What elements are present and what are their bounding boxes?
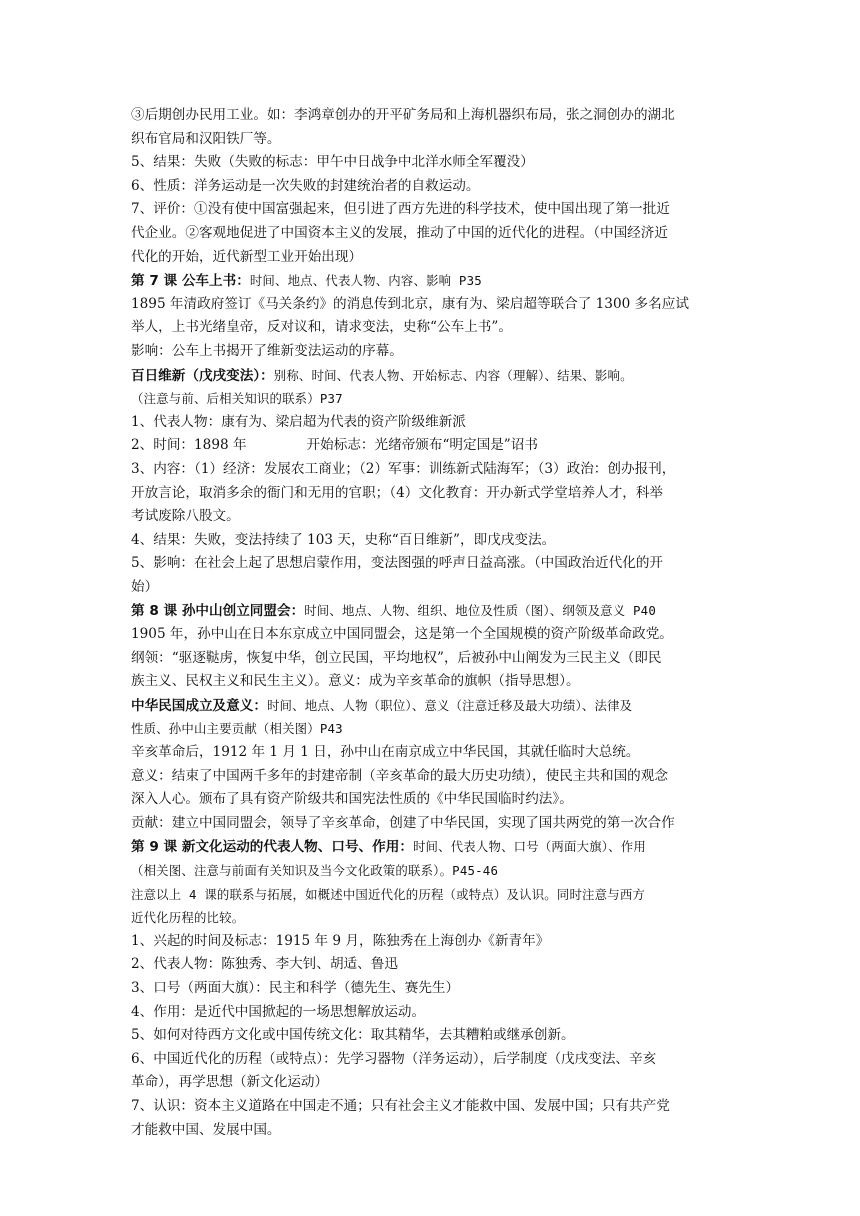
text-line xyxy=(131,623,731,647)
line-text: 贡献：建立中国同盟会，领导了辛亥革命，创建了中华民国，实现了国共两党的第一次合作 xyxy=(131,814,675,831)
section-heading-line xyxy=(131,364,731,388)
line-text: 4、结果：失败，变法持续了 103 天，史称“百日维新”，即戊戌变法。 xyxy=(131,531,556,548)
section-heading-line xyxy=(131,269,731,293)
line-text: 开始标志：光绪帝颁布“明定国是”诏书 xyxy=(306,437,538,454)
text-line xyxy=(131,104,731,128)
text-line xyxy=(131,458,731,482)
line-text: 2、时间：1898 年 xyxy=(131,437,247,454)
key-points-text: （注意与前、后相关知识的联系）P37 xyxy=(131,391,343,407)
text-line xyxy=(131,788,731,812)
text-line xyxy=(131,906,731,930)
key-points-text: 别称、时间、代表人物、开始标志、内容（理解）、结果、影响。 xyxy=(273,367,633,383)
line-text: 才能救中国、发展中国。 xyxy=(131,1121,281,1138)
text-line xyxy=(131,529,731,553)
section-heading-line xyxy=(131,599,731,623)
key-points-text: 性质、孙中山主要贡献（相关图）P43 xyxy=(131,721,343,737)
text-line xyxy=(131,246,731,270)
text-line xyxy=(131,1048,731,1072)
line-text: 4、作用：是近代中国掀起的一场思想解放运动。 xyxy=(131,1003,426,1020)
text-line xyxy=(131,977,731,1001)
text-line xyxy=(131,647,731,671)
key-points-text: 近代化历程的比较。 xyxy=(131,910,245,926)
section-heading: 中华民国成立及意义： xyxy=(131,697,267,714)
line-text: 3、内容：（1）经济：发展农工商业；（2）军事：训练新式陆海军；（3）政治：创办报刊， xyxy=(131,460,676,477)
line-text: 深入人心。颁布了具有资产阶级共和国宪法性质的《中华民国临时约法》。 xyxy=(131,791,573,808)
text-line xyxy=(131,175,731,199)
line-text: 1、兴起的时间及标志：1915 年 9 月，陈独秀在上海创办《新青年》 xyxy=(131,932,550,949)
section-heading: 第 8 课 孙中山创立同盟会： xyxy=(131,603,305,620)
text-line xyxy=(131,293,731,317)
text-line xyxy=(131,387,731,411)
text-line xyxy=(131,128,731,152)
line-text: 考试废除八股文。 xyxy=(131,508,240,525)
text-line xyxy=(131,198,731,222)
text-line xyxy=(131,670,731,694)
text-line xyxy=(131,1001,731,1025)
text-line xyxy=(131,1095,731,1119)
key-points-text: （相关图、注意与前面有关知识及当今文化政策的联系）。P45-46 xyxy=(131,863,499,878)
text-line xyxy=(131,482,731,506)
text-line xyxy=(131,953,731,977)
text-line xyxy=(131,434,731,458)
line-text: 7、认识：资本主义道路在中国走不通；只有社会主义才能救中国、发展中国；只有共产党 xyxy=(131,1097,670,1114)
key-points-text: 时间、代表人物、口号（两面大旗）、作用 xyxy=(412,839,646,855)
document-body xyxy=(131,104,731,1142)
text-line xyxy=(131,717,731,741)
line-text: 6、性质：洋务运动是一次失败的封建统治者的自救运动。 xyxy=(131,177,480,194)
section-heading: 第 9 课 新文化运动的代表人物、口号、作用： xyxy=(131,839,413,856)
line-text: 代企业。②客观地促进了中国资本主义的发展，推动了中国的近代化的进程。（中国经济近 xyxy=(131,224,668,241)
text-line xyxy=(131,505,731,529)
line-text: 举人，上书光绪皇帝，反对议和，请求变法，史称“公车上书”。 xyxy=(131,319,512,336)
text-line xyxy=(131,883,731,907)
key-points-text: 时间、地点、代表人物、内容、影响 P35 xyxy=(249,273,482,289)
line-text: 开放言论，取消多余的衙门和无用的官职；（4）文化教育：开办新式学堂培养人才，科举 xyxy=(131,484,664,501)
line-text: 纲领：“驱逐鞑虏，恢复中华，创立民国，平均地权”，后被孙中山阐发为三民主义（即民 xyxy=(131,649,662,666)
text-line xyxy=(131,576,731,600)
text-line xyxy=(131,411,731,435)
text-line xyxy=(131,552,731,576)
line-text: 影响：公车上书揭开了维新变法运动的序幕。 xyxy=(131,342,403,359)
line-text: 5、如何对待西方文化或中国传统文化：取其精华，去其糟粕或继承创新。 xyxy=(131,1027,575,1044)
line-text: 1905 年，孙中山在日本东京成立中国同盟会，这是第一个全国规模的资产阶级革命政党。 xyxy=(131,626,673,643)
line-text: 织布官局和汉阳铁厂等。 xyxy=(131,130,281,147)
line-text: 革命），再学思想（新文化运动） xyxy=(131,1074,329,1091)
line-text: 族主义、民权主义和民生主义）。意义：成为辛亥革命的旗帜（指导思想）。 xyxy=(131,673,580,690)
text-line xyxy=(131,151,731,175)
section-heading-line xyxy=(131,835,731,859)
line-text: 7、评价：①没有使中国富强起来，但引进了西方先进的科学技术，使中国出现了第一批近 xyxy=(131,201,670,218)
line-text: 2、代表人物：陈独秀、李大钊、胡适、鲁迅 xyxy=(131,956,398,973)
text-line xyxy=(131,1071,731,1095)
line-text: 5、影响：在社会上起了思想启蒙作用，变法图强的呼声日益高涨。（中国政治近代化的开 xyxy=(131,555,664,572)
line-text: 3、口号（两面大旗）：民主和科学（德先生、赛先生） xyxy=(131,979,460,996)
line-text: 1、代表人物：康有为、梁启超为代表的资产阶级维新派 xyxy=(131,413,466,430)
text-line xyxy=(131,859,731,883)
text-line xyxy=(131,222,731,246)
line-text: ③后期创办民用工业。如：李鸿章创办的开平矿务局和上海机器织布局，张之洞创办的湖北 xyxy=(131,107,675,123)
line-text: 5、结果：失败（失败的标志：甲午中日战争中北洋水师全军覆没） xyxy=(131,154,534,171)
line-text: 始） xyxy=(131,578,159,595)
line-text: 辛亥革命后，1912 年 1 月 1 日，孙中山在南京成立中华民国，其就任临时大总统。 xyxy=(131,744,640,761)
text-line xyxy=(131,741,731,765)
line-text: 代化的开始，近代新型工业开始出现） xyxy=(131,248,363,265)
line-text: 意义：结束了中国两千多年的封建帝制（辛亥革命的最大历史功绩），使民主共和国的观念 xyxy=(131,767,668,784)
text-line xyxy=(131,930,731,954)
key-points-text: 时间、地点、人物、组织、地位及性质（图）、纲领及意义 P40 xyxy=(304,603,656,619)
key-points-text: 时间、地点、人物（职位）、意义（注意迁移及最大功绩）、法律及 xyxy=(266,697,633,713)
text-line xyxy=(131,340,731,364)
line-text: 1895 年清政府签订《马关条约》的消息传到北京，康有为、梁启超等联合了 1300 多名应试 xyxy=(131,295,689,312)
text-line xyxy=(131,765,731,789)
text-line xyxy=(131,1024,731,1048)
line-text: 6、中国近代化的历程（或特点）：先学习器物（洋务运动），后学制度（戊戌变法、辛亥 xyxy=(131,1050,657,1067)
section-heading: 百日维新（戊戌变法）： xyxy=(131,367,274,384)
section-heading-line xyxy=(131,694,731,718)
key-points-text: 注意以上 4 课的联系与拓展，如概述中国近代化的历程（或特点）及认识。同时注意与西方 xyxy=(131,886,646,902)
text-line xyxy=(131,316,731,340)
section-heading: 第 7 课 公车上书： xyxy=(131,273,250,290)
text-line xyxy=(131,812,731,836)
text-line xyxy=(131,1119,731,1143)
